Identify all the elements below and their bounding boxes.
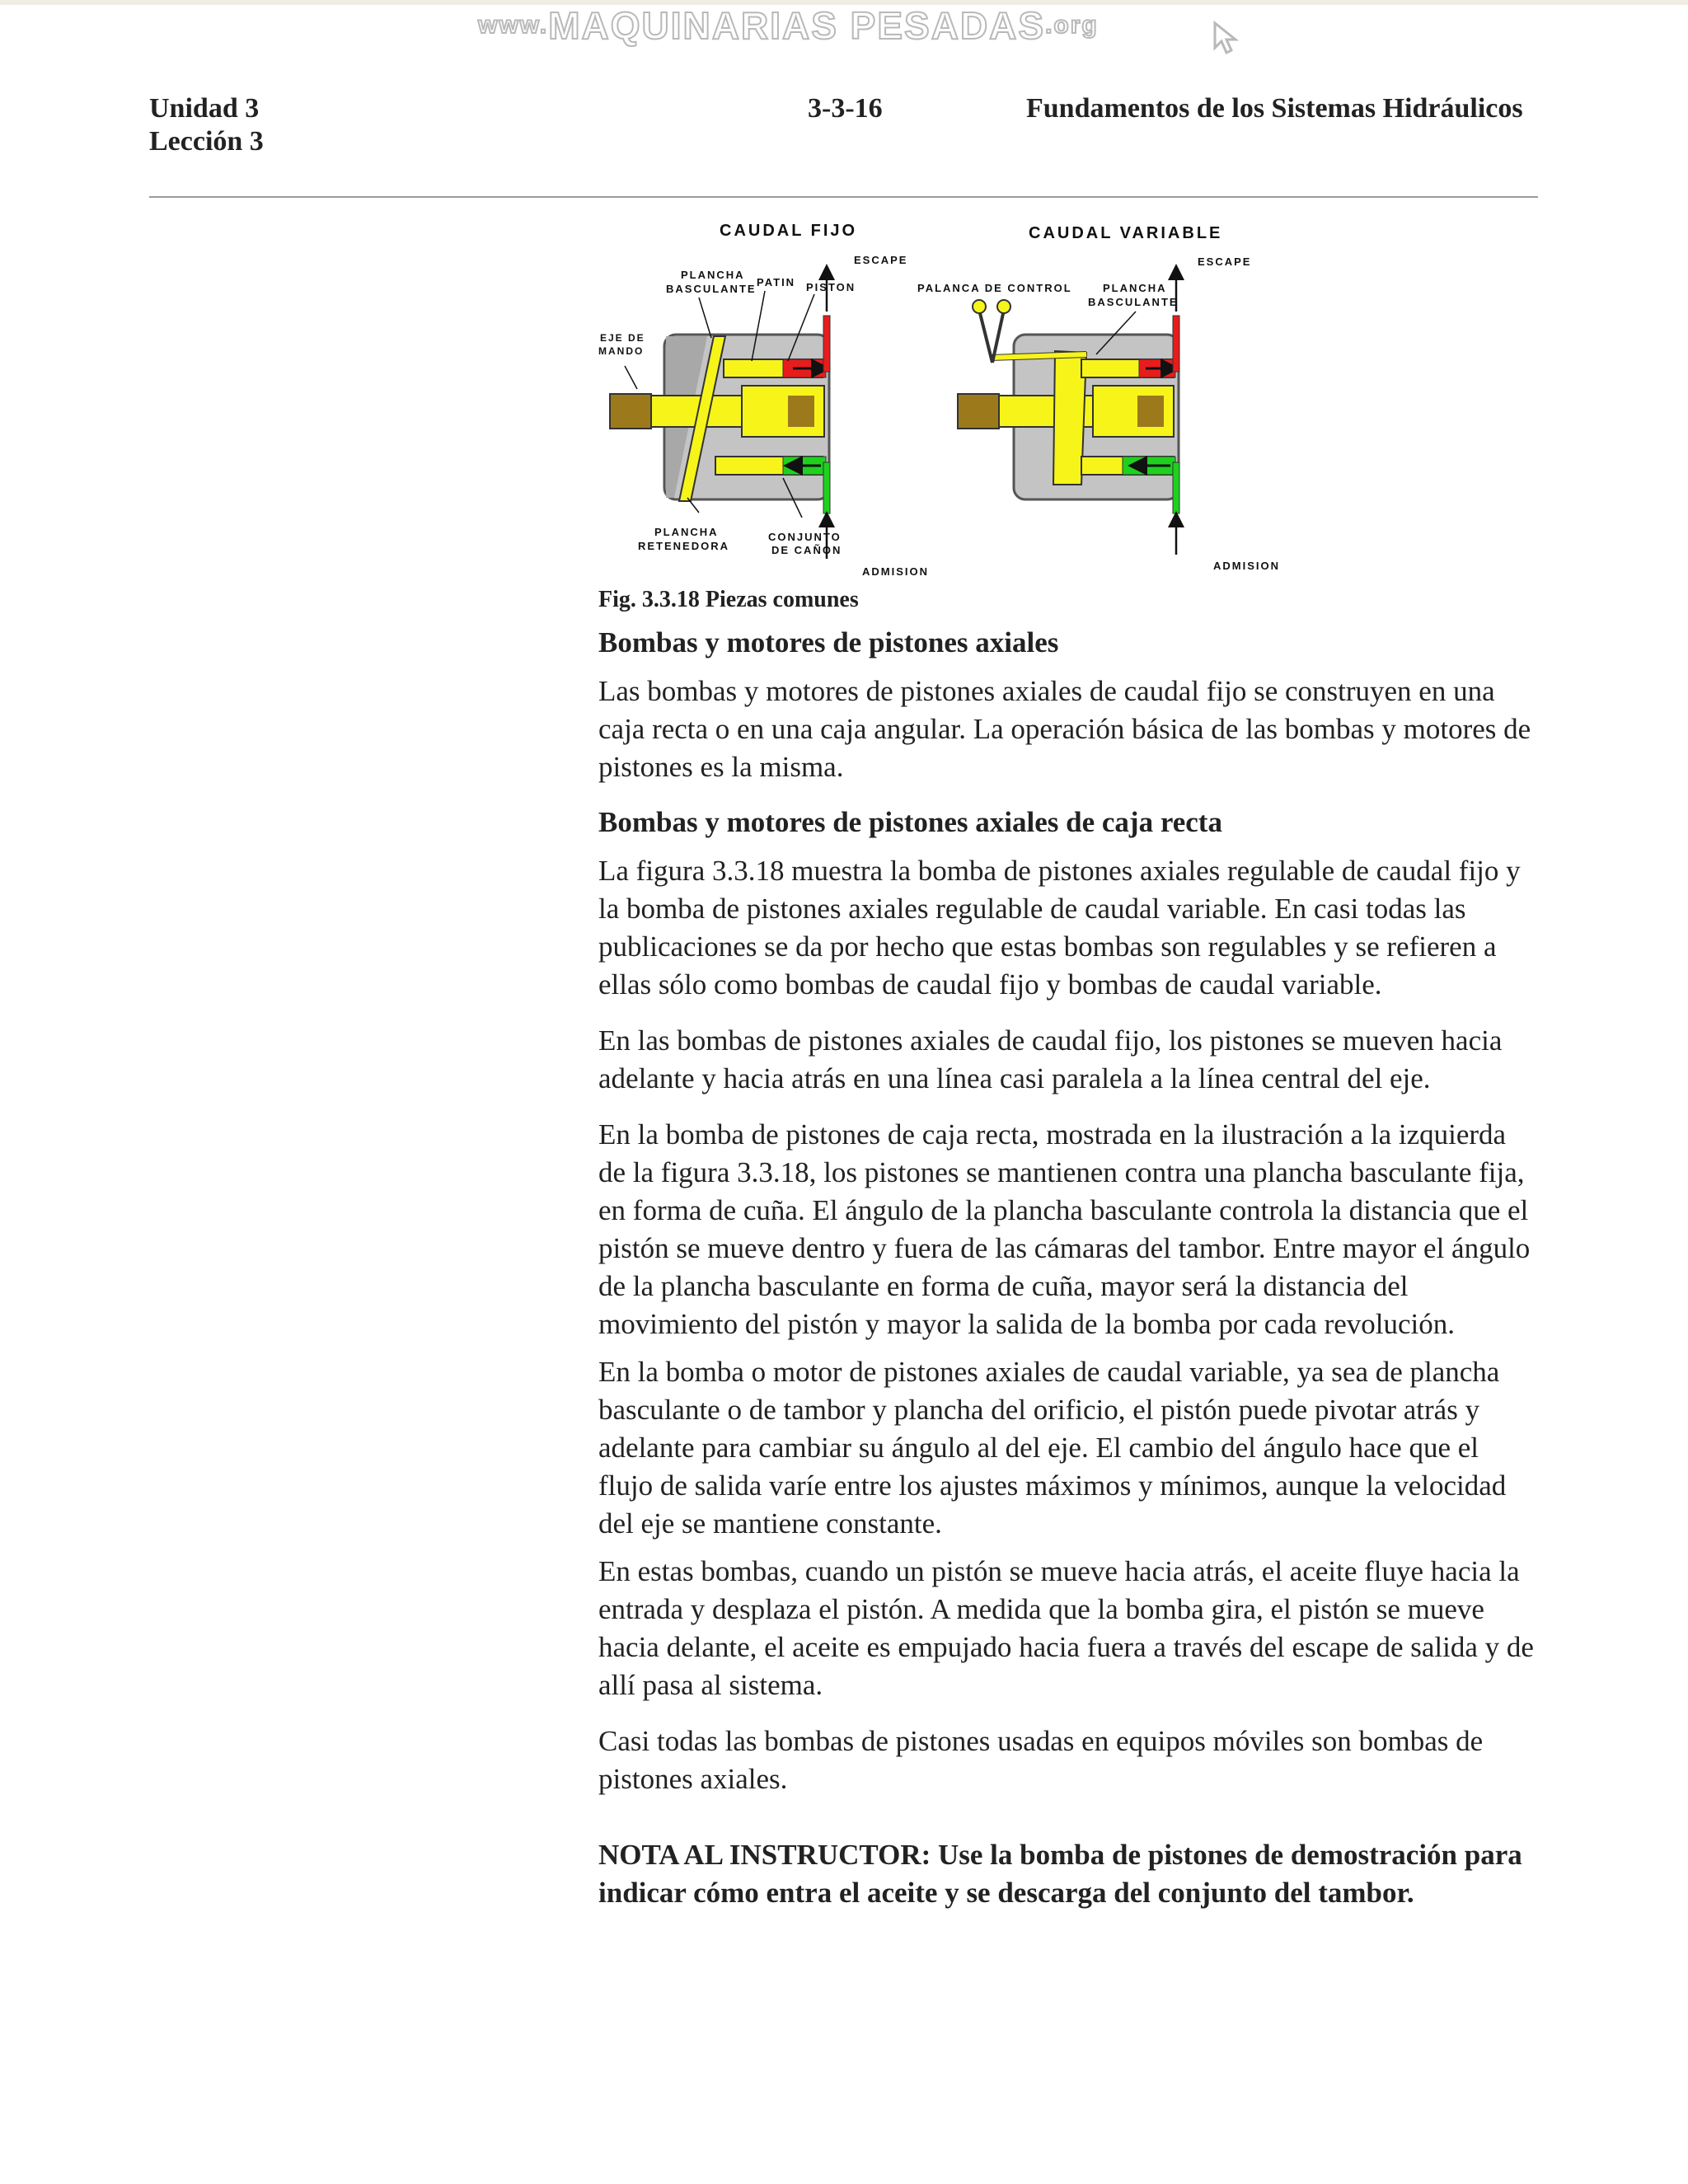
inlet-port [823,462,830,513]
label-escape-left: ESCAPE [854,254,908,266]
outlet-port [1173,316,1179,372]
paragraph-1: Las bombas y motores de pistones axiales de caudal fijo se construyen en una caja recta o en una caja angular. La operación básica de las bombas y motores de pistones es la misma. [598,675,1531,783]
label-admision-left: ADMISION [862,565,929,578]
variable-title: CAUDAL VARIABLE [1029,224,1223,242]
inlet-port [1173,462,1179,513]
cursor-icon [1210,20,1246,56]
paragraph-5: En la bomba o motor de pistones axiales de caudal variable, ya sea de plancha basculante o de tambor y plancha del orificio, el pistón puede pivotar atrás y adelante para cambiar su ángulo al del eje. El cambio del ángulo hace que el flujo de salida varíe entre los ajustes máximos y mínimos, aunque la velocidad del eje se mantiene constante. [598,1356,1507,1540]
barrel-spline [788,396,814,427]
main-text [598,585,1538,1912]
shaft-spline [610,394,651,429]
book-title: Fundamentos de los Sistemas Hidráulicos [1026,93,1523,124]
paragraph-4: En la bomba de pistones de caja recta, mostrada en la ilustración a la izquierda de la figura 3.3.18, los pistones se mantienen contra una plancha basculante fija, en forma de cuña. El ángulo de la plancha basculante controla la distancia que el pistón se mueve dentro y fuera de las cámaras del tambor. Entre mayor el ángulo de la plancha basculante en forma de cuña, mayor será la distancia del movimiento del pistón y mayor la salida de la bomba por cada revolución. [598,1118,1531,1340]
label-canon-1: CONJUNTO [768,531,842,543]
site-watermark [478,3,1253,61]
label-retenedora-2: RETENEDORA [638,540,730,552]
fixed-displacement-pump [610,272,830,559]
instructor-note: NOTA AL INSTRUCTOR: Use la bomba de pistones de demostración para indicar cómo entra el aceite y se descarga del conjunto del tambor. [598,1839,1522,1909]
paragraph-2: La figura 3.3.18 muestra la bomba de pistones axiales regulable de caudal fijo y la bomba de pistones axiales regulable de caudal variable. En casi todas las publicaciones se da por hecho que estas bombas son regulables y se refieren a ellas sólo como bombas de caudal fijo y bombas de caudal variable. [598,855,1521,1001]
label-swash-1: PLANCHA [681,269,745,281]
variable-displacement-pump [958,272,1179,555]
label-piston: PISTON [806,281,856,293]
unit-label: Unidad 3 [149,93,260,124]
page-number: 3-3-16 [808,93,883,124]
figure-caption: Fig. 3.3.18 Piezas comunes [598,587,859,612]
fixed-title: CAUDAL FIJO [720,222,858,240]
heading-axial-pumps: Bombas y motores de pistones axiales [598,626,1059,658]
label-swash-2: BASCULANTE [666,283,757,295]
control-lever [991,354,1086,358]
label-swash-right-1: PLANCHA [1103,282,1167,294]
label-patin: PATIN [757,276,796,288]
label-eje-1: EJE DE [600,332,645,344]
label-palanca: PALANCA DE CONTROL [917,282,1072,294]
label-swash-right-2: BASCULANTE [1088,296,1179,308]
pump-diagram [592,213,1284,588]
header-divider [149,196,1538,198]
paragraph-6: En estas bombas, cuando un pistón se mueve hacia atrás, el aceite fluye hacia la entrada y desplaza el pistón. A medida que la bomba gira, el pistón se mueve hacia delante, el aceite es empujado hacia fuera a través del escape de salida y de allí pasa al sistema. [598,1555,1534,1701]
heading-straight-case: Bombas y motores de pistones axiales de caja recta [598,806,1222,838]
shaft-spline [958,394,999,429]
watermark-name: MAQUINARIAS PESADAS [548,4,1046,47]
label-retenedora-1: PLANCHA [654,526,719,538]
label-admision-right: ADMISION [1213,560,1280,572]
watermark-prefix: www. [478,12,549,39]
paragraph-7: Casi todas las bombas de pistones usadas en equipos móviles son bombas de pistones axiales. [598,1725,1484,1795]
label-canon-2: DE CAÑON [771,544,842,556]
label-escape-right: ESCAPE [1198,255,1252,268]
pump-diagram-figure [592,213,1284,588]
lesson-label: Lección 3 [149,126,264,157]
watermark-suffix: .org [1045,12,1099,39]
label-eje-2: MANDO [598,345,645,357]
outlet-port [823,316,830,372]
barrel-spline [1137,396,1164,427]
paragraph-3: En las bombas de pistones axiales de caudal fijo, los pistones se mueven hacia adelante y hacia atrás en una línea casi paralela a la línea central del eje. [598,1024,1503,1094]
header-unit-lesson [149,92,264,158]
